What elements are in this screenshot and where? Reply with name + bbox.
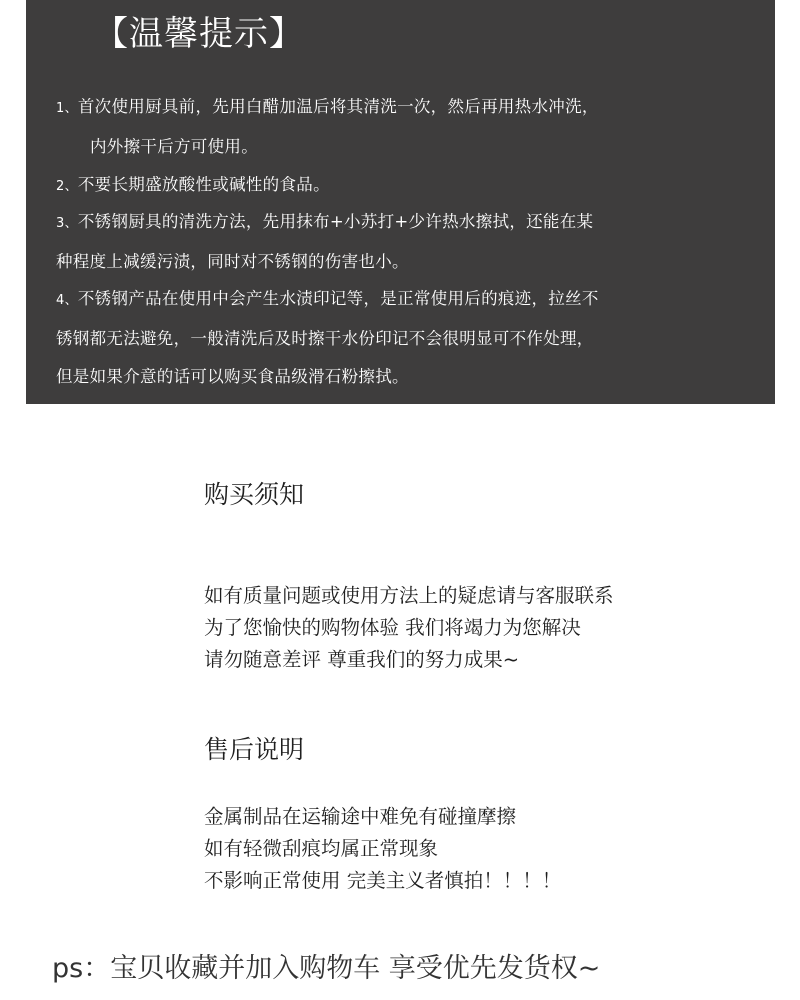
tips-title: 【温馨提示】: [94, 14, 304, 54]
after-sale-heading: 售后说明: [204, 735, 305, 764]
tips-item-2-number: 2、: [56, 179, 78, 194]
tips-item-2: [56, 166, 330, 206]
purchase-notice-section: [204, 478, 614, 676]
tips-item-4-line-3: 但是如果介意的话可以购买食品级滑石粉擦拭。: [56, 367, 409, 386]
tips-item-4-text-1: 不锈钢产品在使用中会产生水渍印记等，是正常使用后的痕迹，拉丝不: [77, 289, 599, 308]
tips-item-3-text-1: 不锈钢厨具的清洗方法，先用抹布+小苏打+少许热水擦拭，还能在某: [77, 212, 594, 231]
after-sale-section: [204, 733, 561, 897]
tips-item-1-line-1: [56, 88, 599, 128]
tips-item-1-number: 1、: [56, 101, 78, 116]
purchase-notice-line: 如有质量问题或使用方法上的疑虑请与客服联系: [204, 584, 614, 607]
ps-note: ps：宝贝收藏并加入购物车 享受优先发货权~: [52, 953, 601, 984]
purchase-notice-spacer: [204, 512, 614, 580]
tips-item-2-text-1: 不要长期盛放酸性或碱性的食品。: [77, 175, 330, 194]
after-sale-line: 金属制品在运输途中难免有碰撞摩擦: [204, 805, 517, 828]
tips-item-3-line-1: [56, 203, 593, 243]
purchase-notice-line: 请勿随意差评 尊重我们的努力成果~: [204, 648, 520, 671]
tips-panel: [26, 0, 775, 404]
tips-item-4: [56, 280, 599, 396]
tips-item-4-line-2: 锈钢都无法避免，一般清洗后及时擦干水份印记不会很明显可不作处理，: [56, 329, 594, 348]
tips-item-1: [56, 88, 599, 166]
after-sale-line: 如有轻微刮痕均属正常现象: [204, 837, 439, 860]
after-sale-spacer: [204, 767, 561, 801]
tips-item-3: [56, 203, 593, 281]
tips-item-3-line-2: 种程度上减缓污渍，同时对不锈钢的伤害也小。: [56, 252, 409, 271]
tips-item-4-number: 4、: [56, 293, 78, 308]
tips-item-2-line-1: [56, 166, 330, 206]
purchase-notice-line: 为了您愉快的购物体验 我们将竭力为您解决: [204, 616, 581, 639]
after-sale-line: 不影响正常使用 完美主义者慎拍！！！！: [204, 869, 562, 892]
tips-item-1-line-2: 内外擦干后方可使用。: [90, 137, 258, 156]
tips-item-3-number: 3、: [56, 216, 78, 231]
purchase-notice-heading: 购买须知: [204, 480, 305, 509]
tips-item-4-line-1: [56, 280, 599, 320]
tips-item-1-text-1: 首次使用厨具前，先用白醋加温后将其清洗一次，然后再用热水冲洗，: [77, 97, 599, 116]
